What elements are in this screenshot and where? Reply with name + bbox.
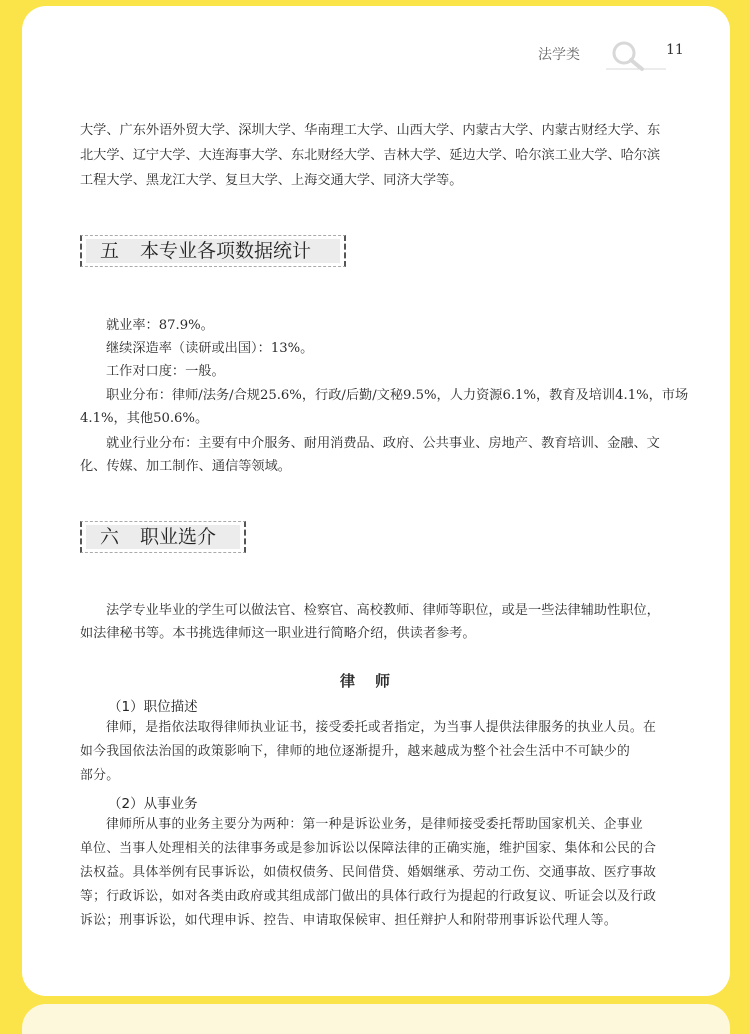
career-distribution-cont: 4.1%，其他50.6%。: [80, 411, 209, 426]
category-label: 法学类: [538, 47, 580, 63]
section-title: 本专业各项数据统计: [140, 240, 312, 262]
running-header: [538, 38, 658, 72]
subheading-work: （2）从事业务: [108, 796, 198, 812]
section-number: 五: [100, 240, 120, 262]
career-intro: 法学专业毕业的学生可以做法官、检察官、高校教师、律师等职位，或是一些法律辅助性职位，: [106, 603, 660, 618]
section-heading-5: [80, 235, 346, 267]
further-study-rate: 继续深造率（读研或出国）：13%。: [106, 341, 314, 356]
section-heading-6: [80, 521, 246, 553]
next-page-edge: [22, 1004, 730, 1034]
magnifier-icon: [606, 38, 666, 72]
page-number: 11: [666, 42, 684, 58]
work-line: 诉讼；刑事诉讼，如代理申诉、控告、申请取保候审、担任辩护人和附带刑事诉讼代理人等。: [80, 913, 617, 928]
section-number: 六: [100, 526, 120, 548]
intro-line: 工程大学、黑龙江大学、复旦大学、上海交通大学、同济大学等。: [80, 173, 463, 188]
description-line: 律师，是指依法取得律师执业证书，接受委托或者指定，为当事人提供法律服务的执业人员。在: [106, 720, 657, 735]
industry-distribution-cont: 化、传媒、加工制作、通信等领域。: [80, 459, 291, 474]
work-line: 律师所从事的业务主要分为两种：第一种是诉讼业务，是律师接受委托帮助国家机关、企事业: [106, 817, 643, 832]
intro-line: 北大学、辽宁大学、大连海事大学、东北财经大学、吉林大学、延边大学、哈尔滨工业大学、哈尔滨: [80, 148, 661, 163]
employment-rate: 就业率：87.9%。: [106, 318, 214, 333]
career-title: 律师: [339, 672, 410, 690]
intro-line: 大学、广东外语外贸大学、深圳大学、华南理工大学、山西大学、内蒙古大学、内蒙古财经大学、东: [80, 123, 661, 138]
job-match: 工作对口度：一般。: [106, 364, 225, 379]
industry-distribution: 就业行业分布：主要有中介服务、耐用消费品、政府、公共事业、房地产、教育培训、金融、文: [106, 436, 660, 451]
career-distribution: 职业分布：律师/法务/合规25.6%，行政/后勤/文秘9.5%，人力资源6.1%，教育及培训4.1%，市场: [106, 388, 689, 403]
subheading-description: （1）职位描述: [108, 699, 198, 715]
description-line: 如今我国依法治国的政策影响下，律师的地位逐渐提升，越来越成为整个社会生活中不可缺少的: [80, 744, 631, 759]
section-title: 职业选介: [140, 526, 217, 548]
work-line: 等；行政诉讼，如对各类由政府或其组成部门做出的具体行政行为提起的行政复议、听证会以及行政: [80, 889, 657, 904]
work-line: 法权益。具体举例有民事诉讼，如债权债务、民间借贷、婚姻继承、劳动工伤、交通事故、医疗事故: [80, 865, 657, 880]
career-intro-cont: 如法律秘书等。本书挑选律师这一职业进行简略介绍，供读者参考。: [80, 626, 476, 641]
description-line: 部分。: [80, 768, 120, 783]
work-line: 单位、当事人处理相关的法律事务或是参加诉讼以保障法律的正确实施，维护国家、集体和公民的合: [80, 841, 657, 856]
